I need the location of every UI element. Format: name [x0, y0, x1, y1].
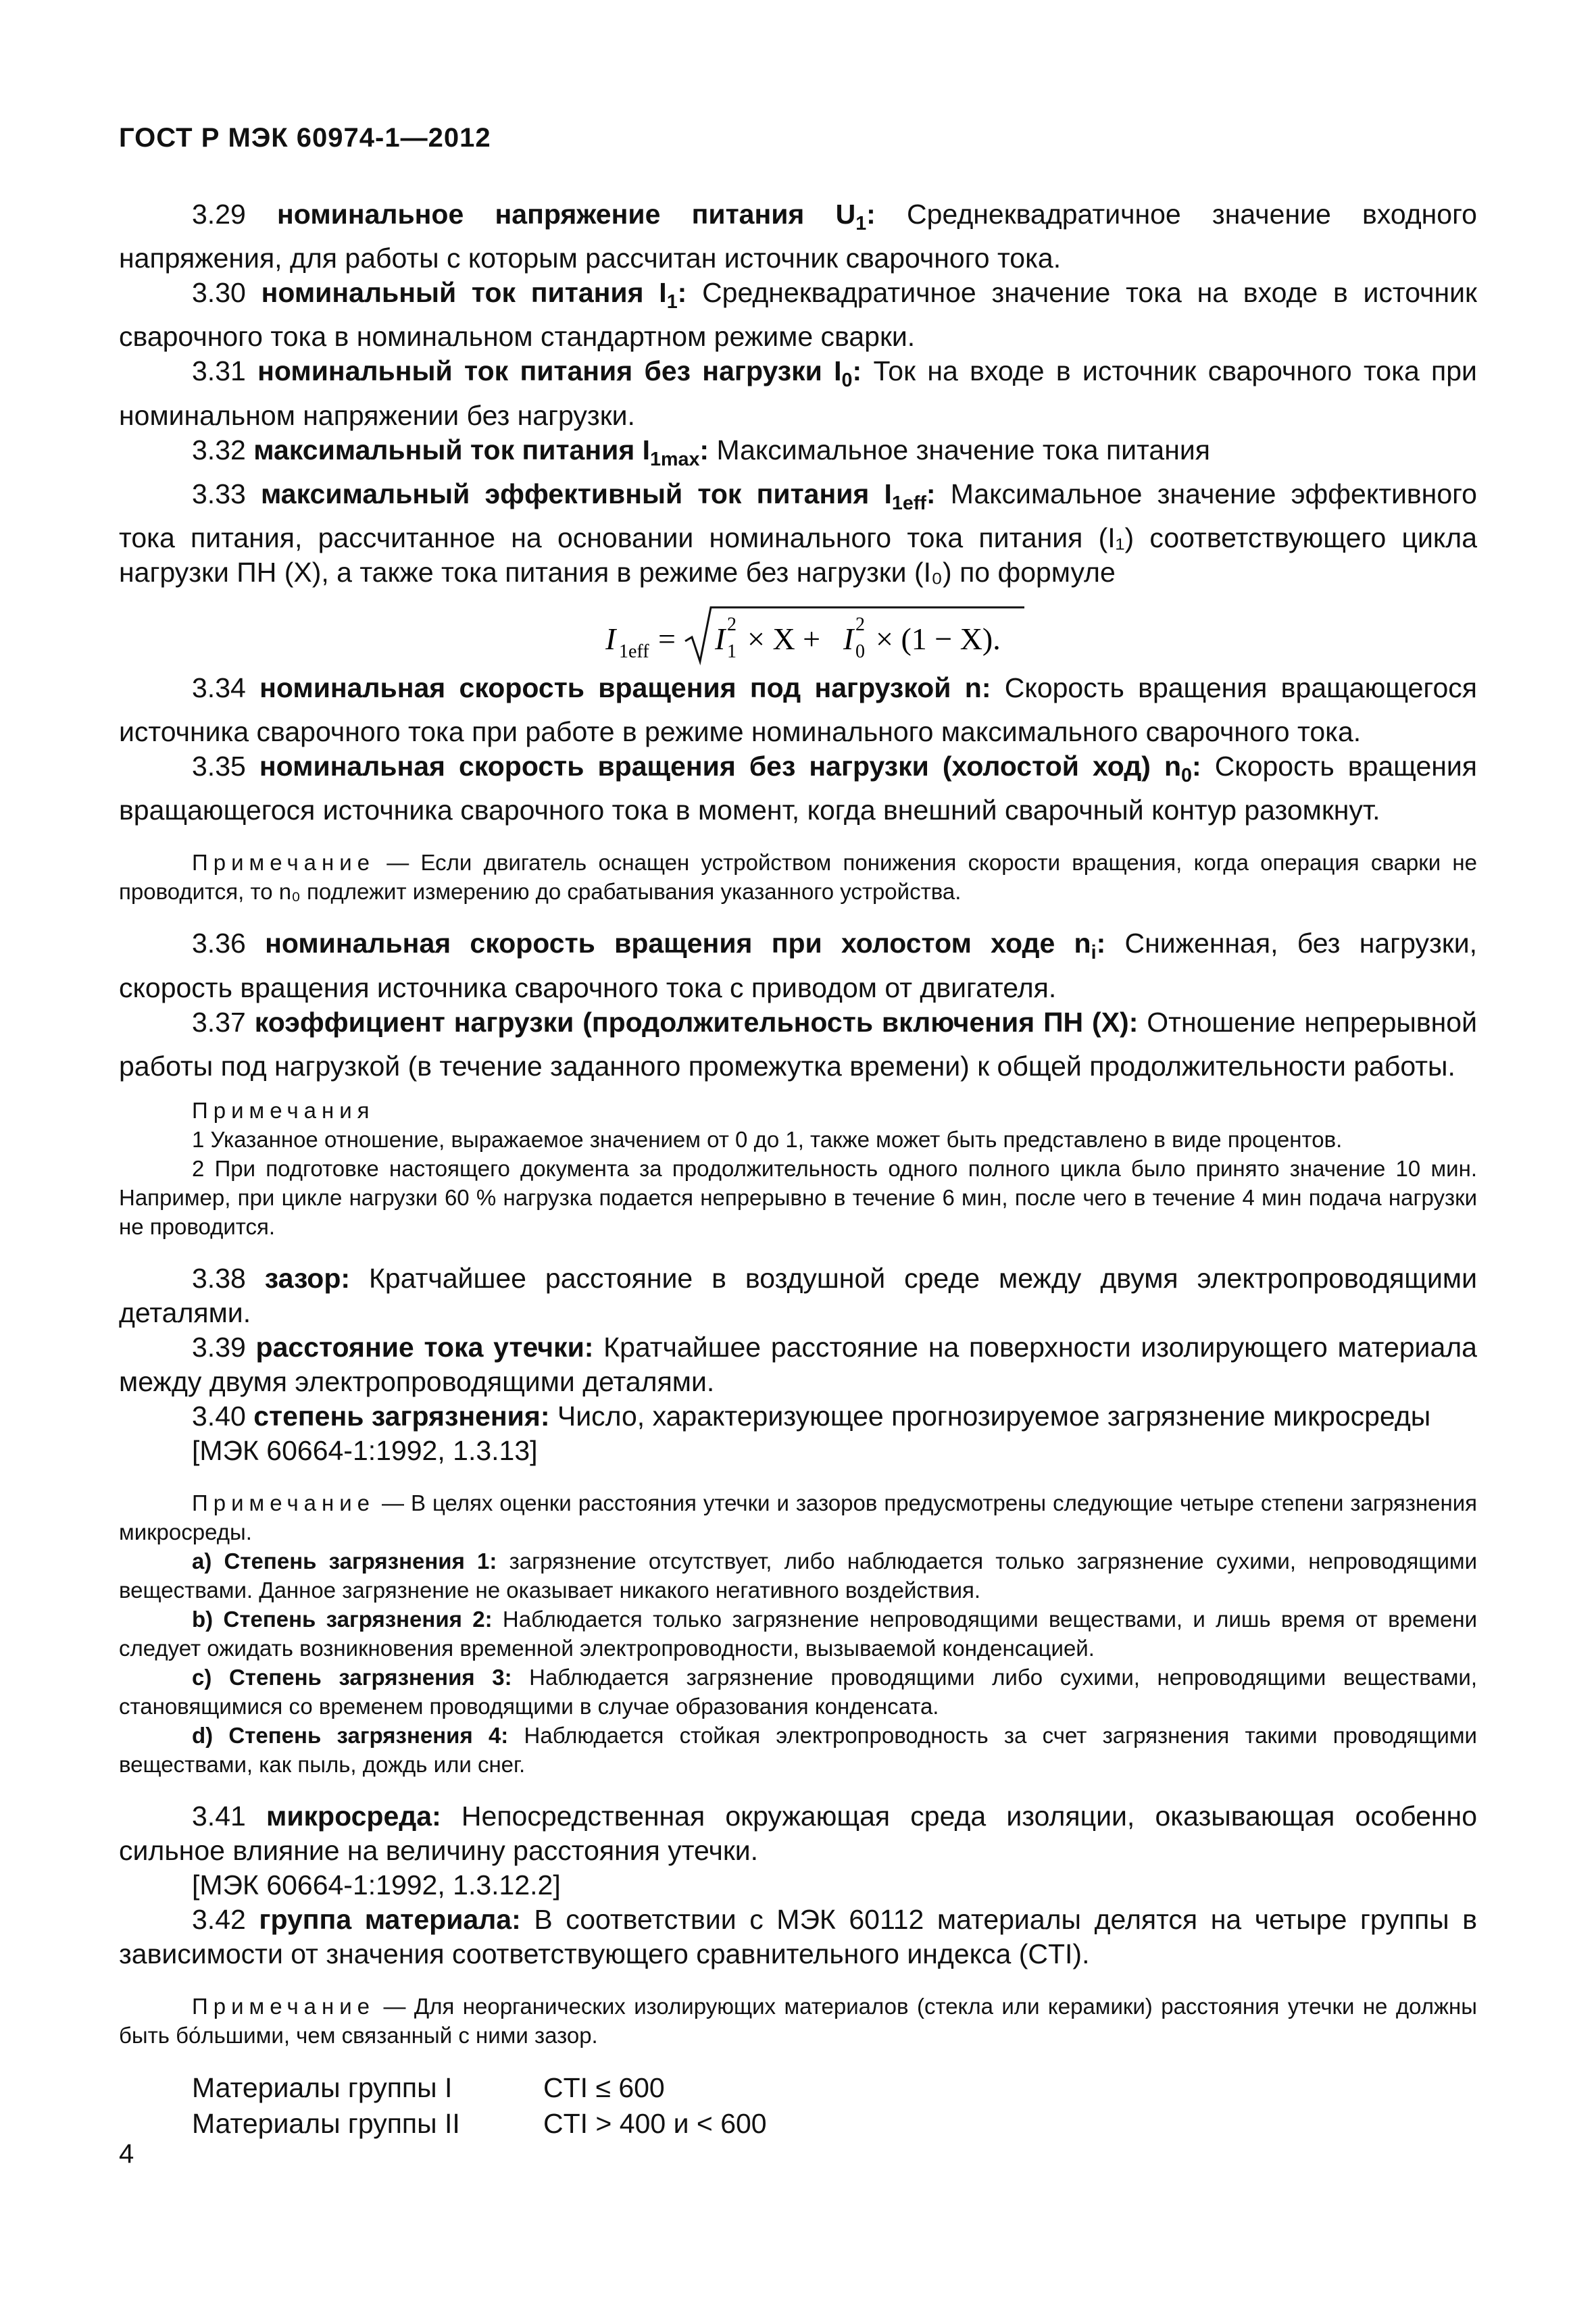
clause-number: 3.38: [192, 1262, 246, 1294]
clause-number: 3.29: [192, 199, 246, 230]
pollution-degree-text: Наблюдается только загрязнение непроводящими веществами, и лишь время от времени следует ожидать возникновения временной электропроводности, вызываемой конденсацией.: [119, 1606, 1478, 1661]
clause-term: номинальная скорость вращения без нагрузки (холостой ход) $n_0$:: [259, 751, 1201, 787]
clause-text: В соответствии с МЭК 60112 материалы делятся на четыре группы в зависимости от значения соответствующего сравнительного индекса (CTI).: [119, 1903, 1477, 1969]
formula-term1: I: [715, 621, 726, 656]
clause-term: расстояние тока утечки:: [255, 1331, 594, 1363]
clause-text: Максимальное значение тока питания: [709, 434, 1210, 466]
formula-term2-sup: 2: [855, 613, 865, 635]
material-group-cti: CTI ≤ 600: [543, 2071, 665, 2103]
clause-number: 3.40: [192, 1400, 246, 1432]
clause-text: Кратчайшее расстояние в воздушной среде между двумя электропроводящими деталями.: [119, 1262, 1477, 1328]
note-3-35: [119, 848, 1477, 906]
reference-3-40: [МЭК 60664-1:1992, 1.3.13]: [192, 1434, 538, 1466]
formula-lhs-sub: 1eff: [619, 640, 649, 662]
clause-text: Среднеквадратичное значение входного напряжения, для работы с которым рассчитан источник сварочного тока.: [119, 199, 1477, 274]
document-body: [119, 197, 1477, 2142]
clause-3-37: [119, 1005, 1477, 1084]
clause-term: номинальный ток питания без нагрузки $I_0$:: [257, 355, 862, 392]
clause-3-33: [119, 477, 1477, 590]
clause-number: 3.37: [192, 1006, 246, 1038]
clause-term: группа материала:: [259, 1903, 521, 1935]
clause-number: 3.30: [192, 277, 246, 309]
clause-3-39: [119, 1330, 1477, 1399]
clause-text: Скорость вращения вращающегося источника сварочного тока в момент, когда внешний сварочный контур разомкнут.: [119, 751, 1477, 826]
clause-3-34: [119, 671, 1477, 749]
notes-heading-3-37: Примечания: [192, 1097, 375, 1123]
material-group-name: Материалы группы I: [192, 2071, 453, 2103]
clause-term: номинальная скорость вращения под нагрузкой n:: [259, 672, 991, 703]
clause-number: 3.34: [192, 672, 246, 703]
pollution-degree-text: Наблюдается стойкая электропроводность за счет загрязнения такими проводящими веществами, как пыль, дождь или снег.: [119, 1722, 1477, 1777]
document-header: ГОСТ Р МЭК 60974-1—2012: [119, 123, 491, 153]
clause-term: степень загрязнения:: [253, 1400, 550, 1432]
clause-term: номинальное напряжение питания $U_1$:: [277, 199, 876, 235]
formula-equals: =: [658, 621, 676, 656]
clause-text: Скорость вращения вращающегося источника сварочного тока при работе в режиме номинального максимального сварочного тока.: [119, 672, 1477, 748]
clause-text: Отношение непрерывной работы под нагрузкой (в течение заданного промежутка времени) к общей продолжительности работы.: [119, 1006, 1478, 1082]
note-label: Примечание: [192, 1490, 376, 1515]
clause-3-40: [119, 1399, 1477, 1434]
clause-text: Сниженная, без нагрузки, скорость вращения источника сварочного тока с приводом от двигателя.: [119, 928, 1477, 1003]
reference-3-41: [МЭК 60664-1:1992, 1.3.12.2]: [192, 1869, 561, 1901]
formula-lhs: I: [605, 621, 616, 656]
note-3-40-b: [119, 1605, 1477, 1663]
material-group-cti: CTI > 400 и < 600: [543, 2107, 767, 2139]
table-row: [192, 2106, 767, 2142]
note-3-40-c: [119, 1663, 1477, 1721]
pollution-degree-label: a) Степень загрязнения 1:: [192, 1548, 497, 1574]
note-3-42: [119, 1992, 1477, 2050]
materials-table: [192, 2070, 767, 2142]
clause-text: Максимальное значение эффективного тока питания, рассчитанное на основании номинального тока питания (I₁) соответствующего цикла нагрузки ПН (X), а также тока питания в режиме без нагрузки (I₀) по формуле: [119, 478, 1477, 588]
clause-number: 3.39: [192, 1331, 246, 1363]
clause-3-38: [119, 1261, 1477, 1330]
note-3-37-2: 2 При подготовке настоящего документа за продолжительность одного полного цикла было принято значение 10 мин. Например, при цикле нагрузки 60 % нагрузка подается непрерывно в течение 6 мин, после чего в течение 4 мин подача нагрузки не проводится.: [119, 1155, 1477, 1239]
pollution-degree-label: b) Степень загрязнения 2:: [192, 1606, 493, 1632]
clause-term: номинальный ток питания $I_1$:: [261, 277, 687, 313]
clause-3-42: [119, 1903, 1477, 1971]
clause-number: 3.31: [192, 355, 246, 387]
clause-number: 3.35: [192, 751, 246, 782]
pollution-degree-label: c) Степень загрязнения 3:: [192, 1664, 512, 1690]
pollution-degree-text: загрязнение отсутствует, либо наблюдается только загрязнение сухими, непроводящими веществами. Данное загрязнение не оказывает никакого негативного воздействия.: [119, 1548, 1478, 1603]
formula-term1-sup: 2: [727, 613, 737, 635]
clause-3-29: [119, 197, 1477, 276]
clause-3-35: [119, 749, 1477, 828]
clause-text: Число, характеризующее прогнозируемое загрязнение микросреды: [549, 1400, 1431, 1432]
clause-number: 3.36: [192, 928, 246, 959]
note-label: Примечание: [192, 850, 376, 876]
note-3-40: [119, 1488, 1477, 1546]
formula-times1: × X +: [747, 621, 821, 656]
clause-term: зазор:: [264, 1262, 351, 1294]
clause-number: 3.41: [192, 1800, 246, 1832]
clause-3-31: [119, 354, 1477, 432]
formula-i1eff: [119, 590, 1477, 671]
note-text: — Если двигатель оснащен устройством понижения скорости вращения, когда операция сварки не проводится, то n₀ подлежит измерению до срабатывания указанного устройства.: [119, 850, 1477, 905]
clause-term: микросреда:: [266, 1800, 441, 1832]
pollution-degree-label: d) Степень загрязнения 4:: [192, 1722, 509, 1748]
note-3-37-1: 1 Указанное отношение, выражаемое значением от 0 до 1, также может быть представлено в виде процентов.: [192, 1126, 1343, 1152]
clause-number: 3.33: [192, 478, 246, 509]
clause-3-30: [119, 276, 1477, 354]
clause-term: максимальный ток питания $I_{1max}$:: [253, 434, 709, 470]
clause-text: Среднеквадратичное значение тока на входе в источник сварочного тока в номинальном стандартном режиме сварки.: [119, 277, 1477, 353]
clause-text: Ток на входе в источник сварочного тока при номинальном напряжении без нагрузки.: [119, 355, 1477, 431]
clause-number: 3.42: [192, 1903, 246, 1935]
pollution-degree-text: Наблюдается загрязнение проводящими либо сухими, непроводящими веществами, становящимися со временем проводящими в случае образования конденсата.: [119, 1664, 1477, 1719]
clause-number: 3.32: [192, 434, 246, 466]
formula-times2: × (1 − X).: [876, 621, 1001, 656]
clause-term: номинальная скорость вращения при холостом ходе $n_i$:: [265, 928, 1106, 964]
clause-3-41: [119, 1799, 1477, 1868]
table-row: [192, 2070, 767, 2106]
note-3-40-a: [119, 1546, 1477, 1605]
note-text: — Для неорганических изолирующих материалов (стекла или керамики) расстояния утечки не должны быть бо́льшими, чем связанный с ними зазор.: [119, 1993, 1477, 2048]
clause-text: Кратчайшее расстояние на поверхности изолирующего материала между двумя электропроводящими деталями.: [119, 1331, 1477, 1397]
formula-svg: [605, 603, 1119, 671]
clause-term: максимальный эффективный ток питания $I_{1eff}$:: [260, 478, 936, 514]
clause-term: коэффициент нагрузки (продолжительность включения ПН (X):: [254, 1006, 1139, 1038]
page-number: 4: [119, 2139, 134, 2169]
clause-3-32: [119, 433, 1477, 477]
clause-3-36: [119, 926, 1477, 1005]
clause-text: Непосредственная окружающая среда изоляции, оказывающая особенно сильное влияние на величину расстояния утечки.: [119, 1800, 1477, 1866]
formula-term2-sub: 0: [855, 640, 865, 662]
formula-term1-sub: 1: [727, 640, 737, 662]
note-label: Примечание: [192, 1993, 376, 2019]
note-text: — В целях оценки расстояния утечки и зазоров предусмотрены следующие четыре степени загрязнения микросреды.: [119, 1490, 1477, 1544]
note-3-40-d: [119, 1721, 1477, 1779]
material-group-name: Материалы группы II: [192, 2107, 460, 2139]
formula-term2: I: [843, 621, 854, 656]
